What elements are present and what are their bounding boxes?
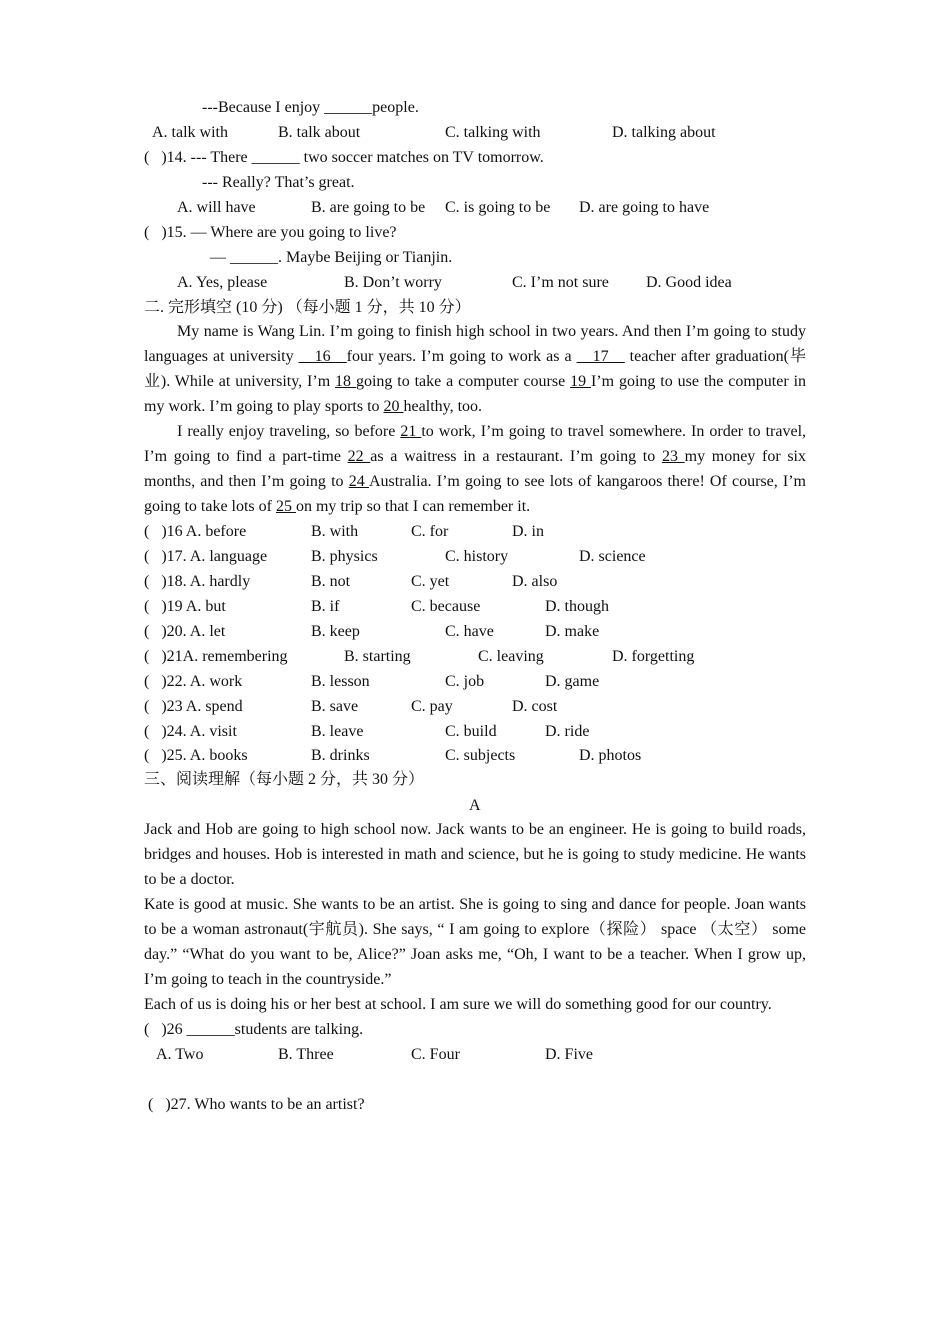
cloze-paragraph-1 [144, 319, 806, 419]
cloze-q20-c: C. have [445, 623, 494, 640]
cloze-q18-a: ( )18. A. hardly [144, 573, 251, 590]
q26-question: ( )26 ______students are talking. [144, 1021, 364, 1038]
q14-option-a: A. will have [177, 199, 256, 216]
cloze-q20-b: B. keep [311, 623, 360, 640]
reading-paragraph-2: Kate is good at music. She wants to be an artist. She is going to sing and dance for people. Joan wants to be a woman astronaut(宇航员). She says, “ I am going to explore（探险） space （太空） some day.” “What do you want to be, Alice?” Joan asks me, “Oh, I want to be a teacher. When I grow up, I’m going to teach in the countryside.” [144, 896, 806, 988]
q14-question: ( )14. --- There ______ two soccer matches on TV tomorrow. [144, 149, 544, 166]
passage-label: A [469, 797, 481, 814]
cloze-q23-c: C. pay [411, 698, 453, 715]
cloze-text: as a waitress in a restaurant. I’m going to [370, 448, 662, 465]
cloze-text: Australia. I’m going to see lots of kangaroos there! Of course, I’m going to take lots of [144, 473, 806, 515]
cloze-q24-a: ( )24. A. visit [144, 723, 237, 740]
cloze-q16-a: ( )16 A. before [144, 523, 247, 540]
q13-answer-line: ---Because I enjoy ______people. [202, 99, 419, 116]
q14-option-b: B. are going to be [311, 199, 426, 216]
cloze-text: My name is Wang Lin. I’m going to finish high school in two years. And then I’m going to study languages at university [144, 323, 806, 365]
cloze-q25-a: ( )25. A. books [144, 747, 248, 764]
cloze-q25-d: D. photos [579, 747, 642, 764]
q15-option-d: D. Good idea [646, 274, 732, 291]
cloze-q17-b: B. physics [311, 548, 378, 565]
blank-25: 25 [275, 498, 296, 515]
q13-option-c: C. talking with [445, 124, 541, 141]
q15-question: ( )15. — Where are you going to live? [144, 224, 397, 241]
blank-17: __17__ [576, 348, 625, 365]
q13-option-b: B. talk about [278, 124, 361, 141]
cloze-q19-c: C. because [411, 598, 481, 615]
q14-option-d: D. are going to have [579, 199, 710, 216]
blank-23: 23 [661, 448, 685, 465]
cloze-text: to work, I’m going to travel somewhere. In order to travel, I’m going to find a part-time [144, 423, 807, 465]
cloze-q22-c: C. job [445, 673, 485, 690]
cloze-q21-b: B. starting [344, 648, 411, 665]
cloze-text: going to take a computer course [355, 373, 571, 390]
cloze-text: on my trip so that I can remember it. [295, 498, 531, 515]
blank-16: __16__ [298, 348, 347, 365]
q15-option-c: C. I’m not sure [512, 274, 609, 291]
cloze-q16-c: C. for [411, 523, 449, 540]
q13-option-d: D. talking about [612, 124, 716, 141]
cloze-text: I really enjoy traveling, so before [177, 423, 401, 440]
q26-option-d: D. Five [545, 1046, 593, 1063]
q27-question: ( )27. Who wants to be an artist? [144, 1096, 365, 1113]
q26-option-b: B. Three [278, 1046, 334, 1063]
cloze-q16-b: B. with [311, 523, 359, 540]
cloze-text: I’m going to use the computer in my work. I’m going to play sports to [144, 373, 807, 415]
cloze-q20-d: D. make [545, 623, 600, 640]
q26-option-c: C. Four [411, 1046, 460, 1063]
cloze-q24-d: D. ride [545, 723, 590, 740]
blank-18: 18 [335, 373, 356, 390]
cloze-q23-b: B. save [311, 698, 359, 715]
cloze-q22-a: ( )22. A. work [144, 673, 243, 690]
cloze-text: healthy, too. [403, 398, 483, 415]
cloze-text: teacher after graduation(毕业). While at university, I’m [144, 348, 806, 390]
blank-24: 24 [348, 473, 369, 490]
cloze-q24-c: C. build [445, 723, 497, 740]
cloze-q21-d: D. forgetting [612, 648, 695, 665]
cloze-q18-b: B. not [311, 573, 351, 590]
q26-option-a: A. Two [156, 1046, 204, 1063]
cloze-q20-a: ( )20. A. let [144, 623, 226, 640]
cloze-q17-c: C. history [445, 548, 509, 565]
q13-option-a: A. talk with [152, 124, 228, 141]
cloze-q21-a: ( )21A. remembering [144, 648, 288, 665]
section2-heading: 二. 完形填空 (10 分) （每小题 1 分，共 10 分） [144, 299, 471, 316]
cloze-q22-d: D. game [545, 673, 600, 690]
blank-22: 22 [347, 448, 371, 465]
reading-paragraph-1: Jack and Hob are going to high school now. Jack wants to be an engineer. He is going to build roads, bridges and houses. Hob is interested in math and science, but he is going to study medicine. He wants to be a doctor. [144, 821, 806, 888]
cloze-text: my money for six months, and then I’m going to [144, 448, 806, 490]
reading-paragraph-3: Each of us is doing his or her best at school. I am sure we will do something good for our country. [144, 996, 772, 1013]
blank-19: 19 [570, 373, 591, 390]
cloze-q19-a: ( )19 A. but [144, 598, 226, 615]
cloze-q23-a: ( )23 A. spend [144, 698, 243, 715]
cloze-q25-c: C. subjects [445, 747, 516, 764]
q14-option-c: C. is going to be [445, 199, 551, 216]
cloze-q19-b: B. if [311, 598, 340, 615]
blank-21: 21 [400, 423, 422, 440]
cloze-q19-d: D. though [545, 598, 609, 615]
cloze-q24-b: B. leave [311, 723, 364, 740]
cloze-q18-c: C. yet [411, 573, 450, 590]
q15-option-a: A. Yes, please [177, 274, 268, 291]
section3-heading: 三、阅读理解（每小题 2 分，共 30 分） [144, 771, 425, 788]
cloze-q22-b: B. lesson [311, 673, 370, 690]
cloze-paragraph-2 [144, 419, 806, 519]
cloze-q18-d: D. also [512, 573, 558, 590]
blank-20: 20 [383, 398, 404, 415]
q15-option-b: B. Don’t worry [344, 274, 442, 291]
cloze-q17-d: D. science [579, 548, 646, 565]
cloze-q23-d: D. cost [512, 698, 558, 715]
cloze-text: four years. I’m going to work as a [346, 348, 577, 365]
cloze-q21-c: C. leaving [478, 648, 544, 665]
cloze-q25-b: B. drinks [311, 747, 370, 764]
cloze-q16-d: D. in [512, 523, 544, 540]
q15-reply: — ______. Maybe Beijing or Tianjin. [210, 249, 453, 266]
q14-reply: --- Really? That’s great. [202, 174, 355, 191]
cloze-q17-a: ( )17. A. language [144, 548, 268, 565]
